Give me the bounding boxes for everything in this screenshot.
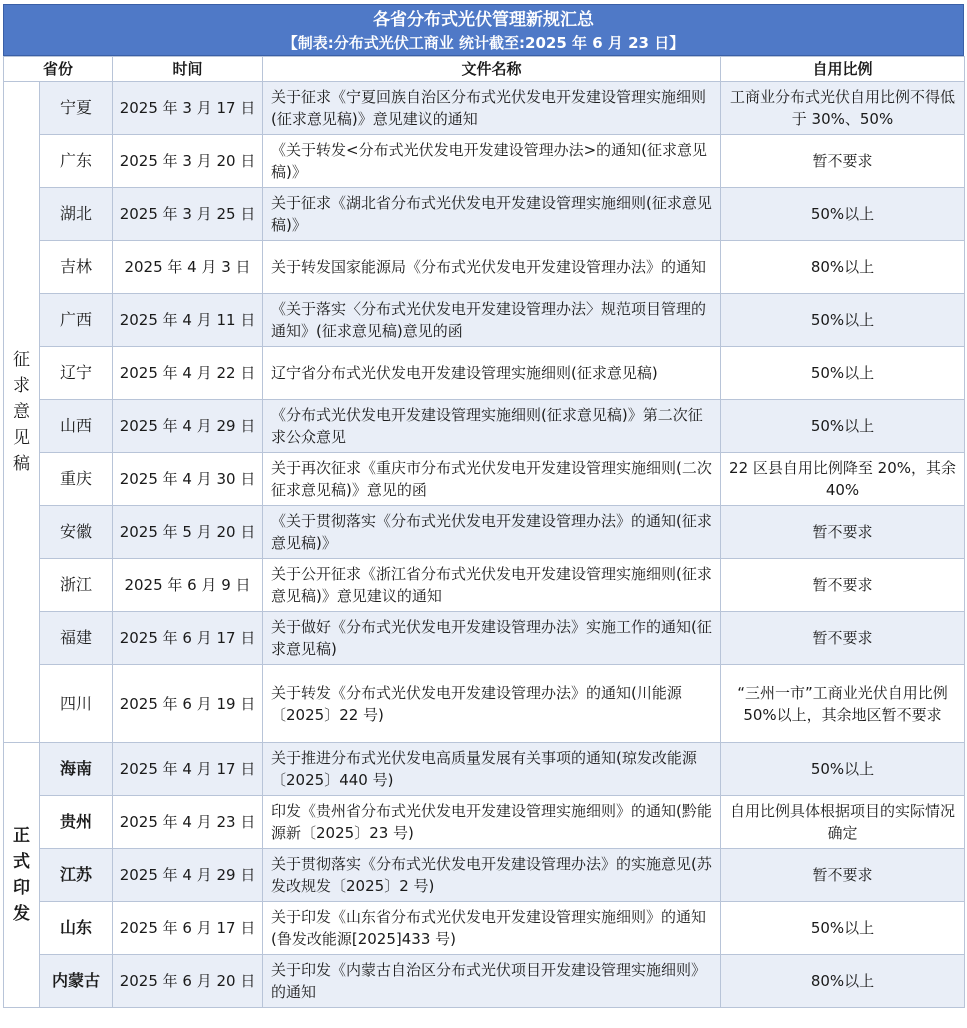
table-title-bar [3, 4, 964, 56]
province-cell: 广东 [40, 135, 113, 188]
ratio-cell: 50%以上 [721, 902, 965, 955]
table-row [4, 241, 965, 294]
document-cell: 关于转发国家能源局《分布式光伏发电开发建设管理办法》的通知 [263, 241, 721, 294]
summary-table-container [3, 4, 964, 1008]
column-header-date: 时间 [113, 57, 263, 82]
table-row [4, 188, 965, 241]
province-cell: 贵州 [40, 796, 113, 849]
date-cell: 2025 年 3 月 17 日 [113, 82, 263, 135]
ratio-cell: 50%以上 [721, 347, 965, 400]
date-cell: 2025 年 6 月 19 日 [113, 665, 263, 743]
ratio-cell: 工商业分布式光伏自用比例不得低于 30%、50% [721, 82, 965, 135]
document-cell: 关于印发《内蒙古自治区分布式光伏项目开发建设管理实施细则》的通知 [263, 955, 721, 1008]
province-cell: 吉林 [40, 241, 113, 294]
table-row [4, 453, 965, 506]
document-cell: 《关于落实〈分布式光伏发电开发建设管理办法〉规范项目管理的通知》(征求意见稿)意见的函 [263, 294, 721, 347]
province-cell: 内蒙古 [40, 955, 113, 1008]
date-cell: 2025 年 4 月 30 日 [113, 453, 263, 506]
document-cell: 关于征求《湖北省分布式光伏发电开发建设管理实施细则(征求意见稿)》 [263, 188, 721, 241]
date-cell: 2025 年 4 月 22 日 [113, 347, 263, 400]
date-cell: 2025 年 3 月 20 日 [113, 135, 263, 188]
table-row [4, 955, 965, 1008]
document-cell: 关于征求《宁夏回族自治区分布式光伏发电开发建设管理实施细则(征求意见稿)》意见建议的通知 [263, 82, 721, 135]
group-label [4, 82, 40, 743]
document-cell: 关于公开征求《浙江省分布式光伏发电开发建设管理实施细则(征求意见稿)》意见建议的通知 [263, 559, 721, 612]
province-cell: 四川 [40, 665, 113, 743]
ratio-cell: 80%以上 [721, 955, 965, 1008]
document-cell: 关于贯彻落实《分布式光伏发电开发建设管理办法》的实施意见(苏发改规发〔2025〕2 号) [263, 849, 721, 902]
document-cell: 关于转发《分布式光伏发电开发建设管理办法》的通知(川能源〔2025〕22 号) [263, 665, 721, 743]
table-row [4, 559, 965, 612]
table-row [4, 347, 965, 400]
province-cell: 辽宁 [40, 347, 113, 400]
ratio-cell: 暂不要求 [721, 559, 965, 612]
document-cell: 《关于贯彻落实《分布式光伏发电开发建设管理办法》的通知(征求意见稿)》 [263, 506, 721, 559]
date-cell: 2025 年 5 月 20 日 [113, 506, 263, 559]
table-row [4, 400, 965, 453]
column-header-ratio: 自用比例 [721, 57, 965, 82]
ratio-cell: “三州一市”工商业光伏自用比例 50%以上，其余地区暂不要求 [721, 665, 965, 743]
table-row [4, 135, 965, 188]
date-cell: 2025 年 4 月 17 日 [113, 743, 263, 796]
province-cell: 安徽 [40, 506, 113, 559]
ratio-cell: 50%以上 [721, 188, 965, 241]
date-cell: 2025 年 6 月 17 日 [113, 612, 263, 665]
date-cell: 2025 年 6 月 17 日 [113, 902, 263, 955]
ratio-cell: 暂不要求 [721, 135, 965, 188]
document-cell: 关于做好《分布式光伏发电开发建设管理办法》实施工作的通知(征求意见稿) [263, 612, 721, 665]
province-cell: 山东 [40, 902, 113, 955]
ratio-cell: 80%以上 [721, 241, 965, 294]
table-row [4, 849, 965, 902]
province-cell: 海南 [40, 743, 113, 796]
group-label [4, 743, 40, 1008]
table-title: 各省分布式光伏管理新规汇总 [373, 10, 594, 30]
date-cell: 2025 年 3 月 25 日 [113, 188, 263, 241]
table-row [4, 82, 965, 135]
ratio-cell: 暂不要求 [721, 612, 965, 665]
column-header-document: 文件名称 [263, 57, 721, 82]
ratio-cell: 暂不要求 [721, 506, 965, 559]
policy-table [3, 56, 965, 1008]
ratio-cell: 22 区县自用比例降至 20%，其余 40% [721, 453, 965, 506]
date-cell: 2025 年 4 月 29 日 [113, 400, 263, 453]
group-label-text: 正式印发 [13, 826, 30, 924]
table-row [4, 902, 965, 955]
table-row [4, 612, 965, 665]
province-cell: 广西 [40, 294, 113, 347]
column-header-province: 省份 [4, 57, 113, 82]
ratio-cell: 50%以上 [721, 294, 965, 347]
date-cell: 2025 年 6 月 20 日 [113, 955, 263, 1008]
table-row [4, 294, 965, 347]
table-body [4, 82, 965, 1008]
document-cell: 《分布式光伏发电开发建设管理实施细则(征求意见稿)》第二次征求公众意见 [263, 400, 721, 453]
date-cell: 2025 年 4 月 29 日 [113, 849, 263, 902]
document-cell: 辽宁省分布式光伏发电开发建设管理实施细则(征求意见稿) [263, 347, 721, 400]
province-cell: 山西 [40, 400, 113, 453]
date-cell: 2025 年 4 月 23 日 [113, 796, 263, 849]
table-row [4, 665, 965, 743]
document-cell: 关于印发《山东省分布式光伏发电开发建设管理实施细则》的通知(鲁发改能源[2025]433 号) [263, 902, 721, 955]
province-cell: 湖北 [40, 188, 113, 241]
document-cell: 关于再次征求《重庆市分布式光伏发电开发建设管理实施细则(二次征求意见稿)》意见的函 [263, 453, 721, 506]
document-cell: 关于推进分布式光伏发电高质量发展有关事项的通知(琼发改能源〔2025〕440 号) [263, 743, 721, 796]
ratio-cell: 自用比例具体根据项目的实际情况确定 [721, 796, 965, 849]
province-cell: 江苏 [40, 849, 113, 902]
table-row [4, 743, 965, 796]
table-subtitle: 【制表:分布式光伏工商业 统计截至:2025 年 6 月 23 日】 [282, 34, 685, 52]
ratio-cell: 50%以上 [721, 743, 965, 796]
table-row [4, 506, 965, 559]
ratio-cell: 50%以上 [721, 400, 965, 453]
document-cell: 印发《贵州省分布式光伏发电开发建设管理实施细则》的通知(黔能源新〔2025〕23 号) [263, 796, 721, 849]
province-cell: 宁夏 [40, 82, 113, 135]
date-cell: 2025 年 4 月 11 日 [113, 294, 263, 347]
table-row [4, 796, 965, 849]
date-cell: 2025 年 4 月 3 日 [113, 241, 263, 294]
document-cell: 《关于转发<分布式光伏发电开发建设管理办法>的通知(征求意见稿)》 [263, 135, 721, 188]
province-cell: 重庆 [40, 453, 113, 506]
province-cell: 福建 [40, 612, 113, 665]
date-cell: 2025 年 6 月 9 日 [113, 559, 263, 612]
ratio-cell: 暂不要求 [721, 849, 965, 902]
group-label-text: 征求意见稿 [13, 350, 30, 474]
province-cell: 浙江 [40, 559, 113, 612]
